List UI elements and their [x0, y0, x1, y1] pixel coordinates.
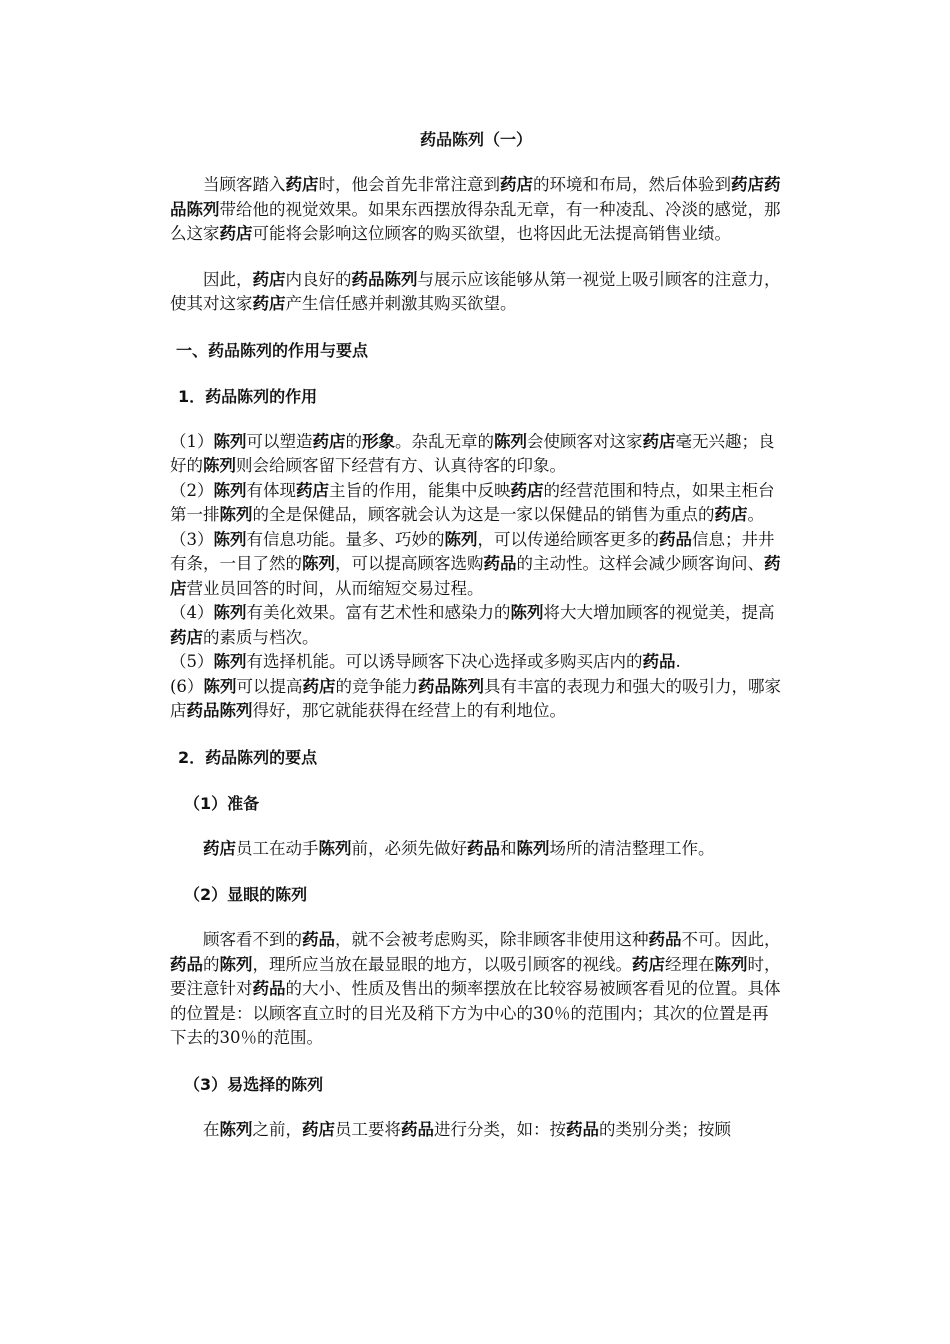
keyword-bold: 药店 — [252, 269, 286, 289]
keyword-bold: 陈列 — [213, 603, 247, 622]
text-run: ，理所应当放在最显眼的地方，以吸引顾客的视线。 — [252, 954, 632, 974]
text-run: 信息；井井有条，一目了然的 — [170, 529, 775, 573]
text-run: 可能将会影响这位顾客的购买欲望，也将因此无法提高销售业绩。 — [252, 224, 731, 243]
text-run: （5） — [170, 652, 214, 671]
keyword-bold: 陈列 — [219, 1119, 253, 1139]
text-run: 带给他的视觉效果。如果东西摆放得杂乱无章，有一种凌乱、冷淡的感觉，那么这家 — [170, 199, 781, 243]
text-run: 。杂乱无章的 — [395, 431, 494, 451]
intro-paragraph-2 — [170, 268, 782, 317]
keyword-bold: 药品 — [483, 554, 517, 573]
keyword-bold: 药品陈列 — [351, 269, 418, 289]
text-run: 不可。因此， — [681, 930, 781, 949]
text-run: 会使顾客对这家 — [527, 431, 643, 451]
role-item-5 — [170, 650, 782, 675]
text-run: 具有丰富的表现力和强大的吸引力，哪家店 — [170, 676, 781, 720]
keyword-bold: 药店 — [203, 838, 236, 858]
text-run: 。 — [747, 505, 764, 524]
keyword-bold: 药店 — [714, 505, 748, 524]
keyword-bold: 药店 — [170, 627, 203, 647]
point-body-prepare — [170, 837, 782, 862]
text-run: （4） — [170, 603, 214, 622]
keyword-bold: 药店 — [170, 554, 781, 598]
keyword-bold: 药店 — [219, 224, 253, 243]
text-run: 可以提高 — [236, 676, 303, 696]
subsection-heading-points: 2．药品陈列的要点 — [178, 747, 318, 767]
text-run: ，就不会被考虑购买，除非顾客非使用这种 — [335, 930, 649, 949]
text-run: 在 — [203, 1119, 220, 1139]
text-run: 得好，那它就能获得在经营上的有利地位。 — [252, 701, 566, 720]
keyword-bold: 陈列 — [444, 529, 478, 549]
text-run: 的 — [345, 431, 362, 451]
subsection-heading-role: 1．药品陈列的作用 — [178, 386, 318, 406]
point-heading-choose: （3）易选择的陈列 — [184, 1074, 324, 1094]
text-run: 有体现 — [246, 480, 296, 500]
text-run: ，可以提高顾客选购 — [335, 554, 484, 573]
keyword-bold: 药店 — [312, 431, 346, 451]
point-body-choose — [170, 1118, 782, 1143]
role-item-2 — [170, 479, 782, 528]
text-run: 有选择机能。可以诱导顾客下决心选择或多购买店内的 — [246, 652, 643, 671]
text-run: ，可以传递给顾客更多的 — [477, 529, 659, 549]
text-run: 可以塑造 — [246, 431, 313, 451]
role-list — [170, 430, 782, 724]
keyword-bold: 药店 — [296, 480, 329, 500]
text-run: 的类别分类；按顾 — [599, 1119, 731, 1139]
text-run: 产生信任感并刺激其购买欲望。 — [285, 294, 517, 313]
keyword-bold: 药店 — [632, 954, 665, 974]
text-run: 毫无兴趣；良好的 — [170, 431, 775, 475]
text-run: 与展示应该能够从第一视觉上吸引顾客的注意力，使其对这家 — [170, 269, 781, 313]
keyword-bold: 药品 — [642, 652, 676, 671]
text-run: . — [675, 652, 681, 671]
role-item-1 — [170, 430, 782, 479]
keyword-bold: 药店 — [510, 480, 544, 500]
text-run: 和 — [500, 838, 517, 858]
text-run: 进行分类，如：按 — [434, 1119, 566, 1139]
text-run: 有信息功能。量多、巧妙的 — [246, 529, 445, 549]
point-heading-visible: （2）显眼的陈列 — [184, 885, 308, 904]
keyword-bold: 药店 — [642, 431, 676, 451]
text-run: （2） — [170, 480, 214, 500]
keyword-bold: 药品 — [401, 1119, 434, 1139]
keyword-bold: 陈列 — [302, 554, 335, 573]
keyword-bold: 药店药品陈列 — [170, 175, 781, 219]
text-run: 的主动性。这样会减少顾客询问、 — [516, 554, 764, 573]
text-run: 将大大增加顾客的视觉美，提高 — [543, 603, 775, 622]
text-run: （1） — [170, 431, 214, 451]
keyword-bold: 药品 — [648, 930, 682, 949]
text-run: 的竞争能力 — [335, 676, 418, 696]
keyword-bold: 药店 — [285, 175, 319, 194]
text-run: 员工在动手 — [236, 838, 319, 858]
keyword-bold: 陈列 — [213, 652, 247, 671]
text-run: 的 — [203, 954, 220, 974]
keyword-bold: 药品 — [659, 529, 692, 549]
keyword-bold: 陈列 — [219, 505, 253, 524]
keyword-bold: 陈列 — [318, 838, 352, 858]
text-run: 的环境和布局，然后体验到 — [533, 175, 731, 194]
role-item-6 — [170, 675, 782, 724]
text-run: 顾客看不到的 — [203, 930, 302, 949]
text-run: 主旨的作用，能集中反映 — [329, 480, 511, 500]
keyword-bold: 药品 — [566, 1119, 599, 1139]
page-title: 药品陈列（一） — [419, 130, 532, 149]
keyword-bold: 药店 — [500, 175, 533, 194]
text-run: 时，要注意针对 — [170, 954, 781, 998]
keyword-bold: 陈列 — [213, 480, 247, 500]
intro-paragraph-1 — [170, 173, 782, 247]
keyword-bold: 陈列 — [203, 676, 237, 696]
text-run: 则会给顾客留下经营有方、认真待客的印象。 — [236, 456, 566, 475]
keyword-bold: 陈列 — [203, 456, 236, 475]
text-run: 时，他会首先非常注意到 — [318, 175, 500, 194]
keyword-bold: 药店 — [302, 1119, 335, 1139]
text-run: 因此， — [203, 269, 253, 289]
keyword-bold: 陈列 — [219, 954, 253, 974]
text-run: 前，必须先做好 — [351, 838, 467, 858]
keyword-bold: 药品 — [252, 979, 286, 998]
role-item-4 — [170, 601, 782, 650]
text-run: 营业员回答的时间，从而缩短交易过程。 — [186, 578, 484, 598]
text-run: 的全是保健品，顾客就会认为这是一家以保健品的销售为重点的 — [252, 505, 715, 524]
text-run: 的大小、性质及售出的频率摆放在比较容易被顾客看见的位置。具体的位置是：以顾客直立时的目光及稍下方为中心的30％的范围内；其次的位置是再下去的30％的范围。 — [170, 979, 781, 1047]
text-run: 员工要将 — [335, 1119, 401, 1139]
keyword-bold: 陈列 — [213, 431, 247, 451]
keyword-bold: 药品 — [302, 930, 335, 949]
role-item-3 — [170, 528, 782, 602]
section-heading-1: 一、药品陈列的作用与要点 — [176, 340, 369, 360]
text-run: (6） — [170, 676, 204, 696]
keyword-bold: 陈列 — [510, 603, 544, 622]
keyword-bold: 药店 — [252, 294, 286, 313]
keyword-bold: 药品陈列 — [417, 676, 484, 696]
text-run: 场所的清洁整理工作。 — [549, 838, 715, 858]
keyword-bold: 陈列 — [494, 431, 527, 451]
keyword-bold: 陈列 — [516, 838, 550, 858]
point-body-visible — [170, 928, 782, 1051]
text-run: 内良好的 — [285, 269, 352, 289]
text-run: 的经营范围和特点，如果主柜台第一排 — [170, 480, 775, 524]
text-run: 的素质与档次。 — [203, 627, 319, 647]
point-heading-prepare: （1）准备 — [184, 793, 260, 813]
keyword-bold: 陈列 — [714, 954, 748, 974]
text-run: 之前， — [252, 1119, 302, 1139]
keyword-bold: 药店 — [302, 676, 336, 696]
document-body — [170, 128, 782, 1142]
text-run: （3） — [170, 529, 214, 549]
text-run: 经理在 — [665, 954, 715, 974]
keyword-bold: 药品 — [170, 954, 203, 974]
keyword-bold: 陈列 — [213, 529, 247, 549]
keyword-bold: 形象 — [362, 431, 395, 451]
text-run: 当顾客踏入 — [203, 175, 286, 194]
keyword-bold: 药品 — [467, 838, 500, 858]
keyword-bold: 药品陈列 — [186, 701, 253, 720]
text-run: 有美化效果。富有艺术性和感染力的 — [246, 603, 511, 622]
